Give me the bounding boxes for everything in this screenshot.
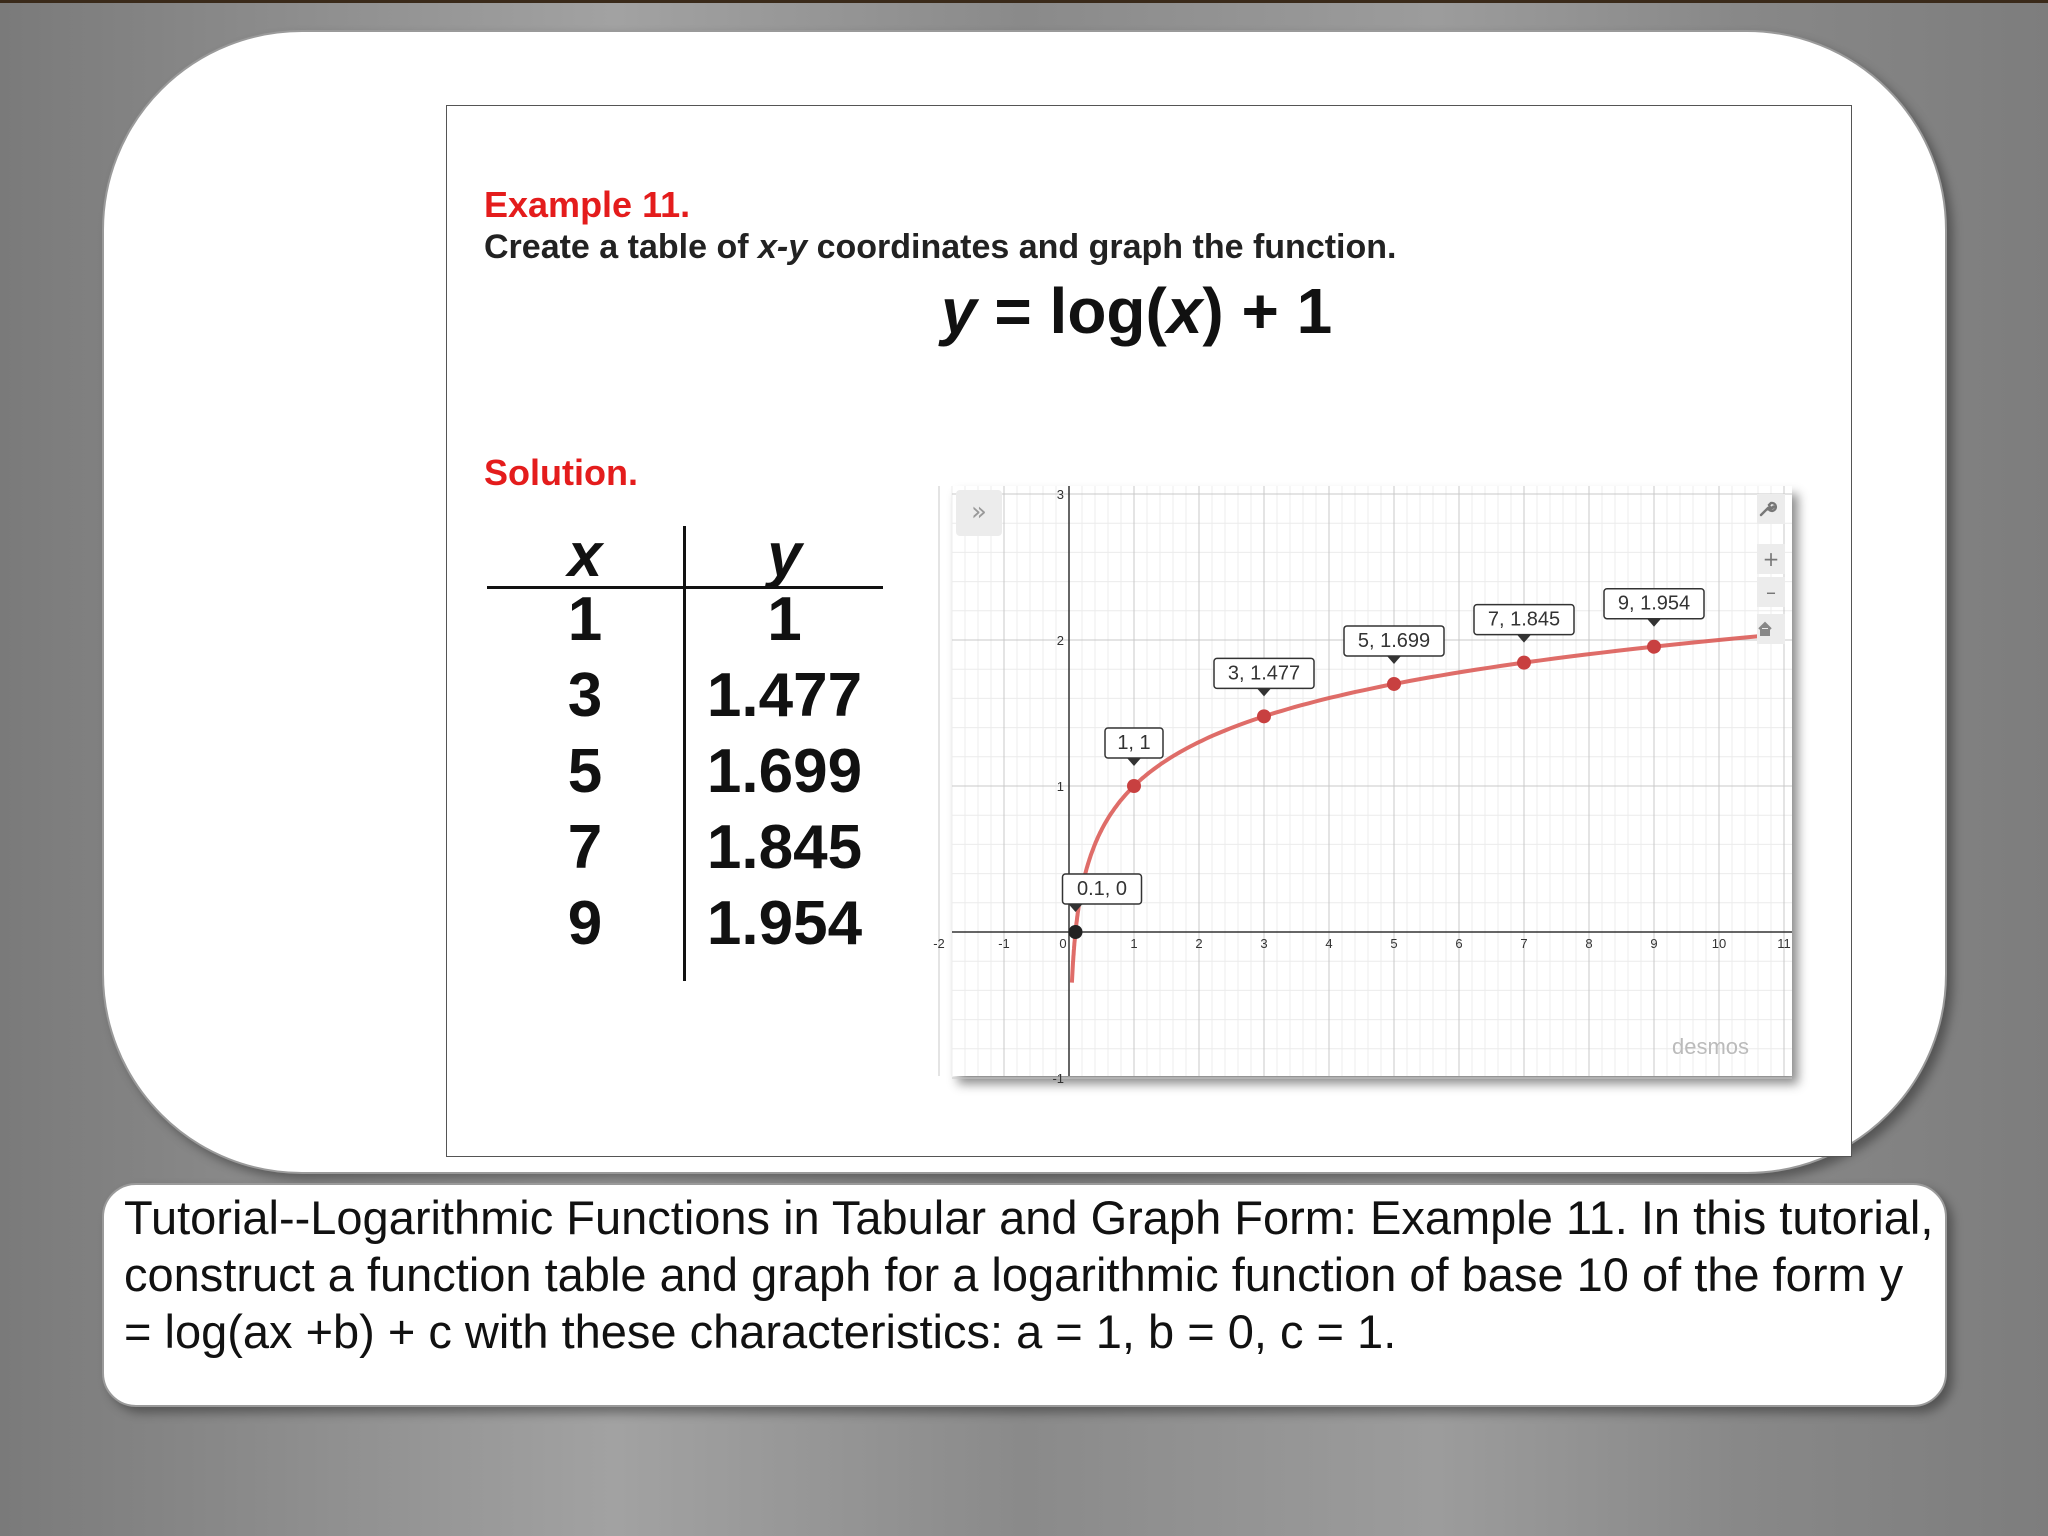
table-cell-x: 7 (567, 813, 603, 882)
table-cell-y: 1.699 (706, 737, 863, 806)
x-tick-label: 3 (1260, 936, 1268, 951)
point-label-pointer (1257, 688, 1271, 696)
x-tick-label: -2 (933, 936, 945, 951)
x-tick-label: 5 (1390, 936, 1398, 951)
table-cell-x: 5 (567, 737, 603, 806)
table-header-y: y (767, 521, 802, 590)
equation-y: y (941, 275, 977, 347)
table-cell-y: 1 (767, 585, 802, 654)
table-cell-x: 1 (567, 585, 603, 654)
x-tick-label: -1 (998, 936, 1010, 951)
point-label: 5, 1.699 (1357, 629, 1431, 652)
point-label-pointer (1127, 758, 1141, 766)
solution-label: Solution. (484, 452, 638, 493)
prompt-variable: x-y (757, 228, 808, 266)
table-cell-x: 9 (567, 889, 603, 958)
point-label: 0.1, 0 (1076, 878, 1128, 900)
desmos-watermark: desmos (1672, 1034, 1750, 1059)
y-tick-label: -1 (1052, 1071, 1064, 1086)
equation-end: ) + 1 (1202, 275, 1333, 347)
wrench-icon[interactable] (1757, 494, 1785, 524)
x-tick-label: 7 (1520, 936, 1528, 951)
xy-table (487, 521, 883, 981)
x-tick-label: 0 (1059, 936, 1067, 951)
y-tick-label: 2 (1056, 633, 1064, 648)
point-label-pointer (1647, 619, 1661, 627)
y-tick-label: 3 (1056, 487, 1064, 502)
graph-canvas[interactable] (933, 486, 1792, 1086)
x-tick-label: 8 (1585, 936, 1593, 951)
x-tick-label: 2 (1195, 936, 1203, 951)
y-tick-label: 1 (1056, 779, 1064, 794)
point-label: 7, 1.845 (1487, 608, 1561, 631)
home-icon[interactable] (1757, 614, 1785, 644)
point-label-pointer (1517, 635, 1531, 643)
x-tick-label: 10 (1711, 936, 1727, 951)
function-curve (1072, 634, 1783, 983)
caption-text: Tutorial--Logarithmic Functions in Tabular and Graph Form: Example 11. In this tutorial, construct a function table and graph for a logarithmic function of base 10 of the form y = log(ax +b) + c with these characteristics: a = 1, b = 0, c = 1. (124, 1191, 1934, 1358)
caption-box (102, 1183, 1947, 1407)
point-label: 3, 1.477 (1227, 662, 1301, 685)
table-cell-y: 1.845 (706, 813, 863, 882)
equation-x: x (1166, 275, 1203, 347)
graph-panel[interactable] (933, 486, 1792, 1086)
table-cell-y: 1.477 (706, 661, 863, 730)
table-cell-x: 3 (567, 661, 603, 730)
x-tick-label: 1 (1130, 936, 1138, 951)
table-header-x: x (567, 521, 603, 590)
slide-content (446, 105, 1852, 1157)
top-border (0, 0, 2048, 3)
function-equation (941, 274, 1332, 348)
data-point (1387, 677, 1401, 691)
zoom-in-button[interactable]: + (1757, 544, 1785, 574)
data-point (1257, 709, 1271, 723)
example-title: Example 11. (484, 184, 691, 225)
x-tick-label: 4 (1325, 936, 1333, 951)
data-point (1517, 656, 1531, 670)
problem-prompt (484, 228, 1396, 267)
point-label: 9, 1.954 (1617, 592, 1691, 615)
table-cell-y: 1.954 (706, 889, 863, 958)
x-tick-label: 9 (1650, 936, 1658, 951)
x-tick-label: 6 (1455, 936, 1463, 951)
point-label-pointer (1387, 656, 1401, 664)
slide-card (102, 30, 1947, 1174)
data-point (1069, 925, 1083, 939)
prompt-text-end: coordinates and graph the function. (807, 228, 1397, 266)
point-label: 1, 1 (1117, 732, 1151, 754)
expand-panel-button[interactable]: » (956, 490, 1002, 536)
prompt-text-start: Create a table of (484, 228, 758, 266)
x-tick-label: 11 (1777, 936, 1791, 951)
zoom-out-button[interactable]: – (1757, 577, 1785, 607)
equation-middle: = log( (976, 275, 1167, 347)
data-point (1127, 779, 1141, 793)
data-point (1647, 640, 1661, 654)
